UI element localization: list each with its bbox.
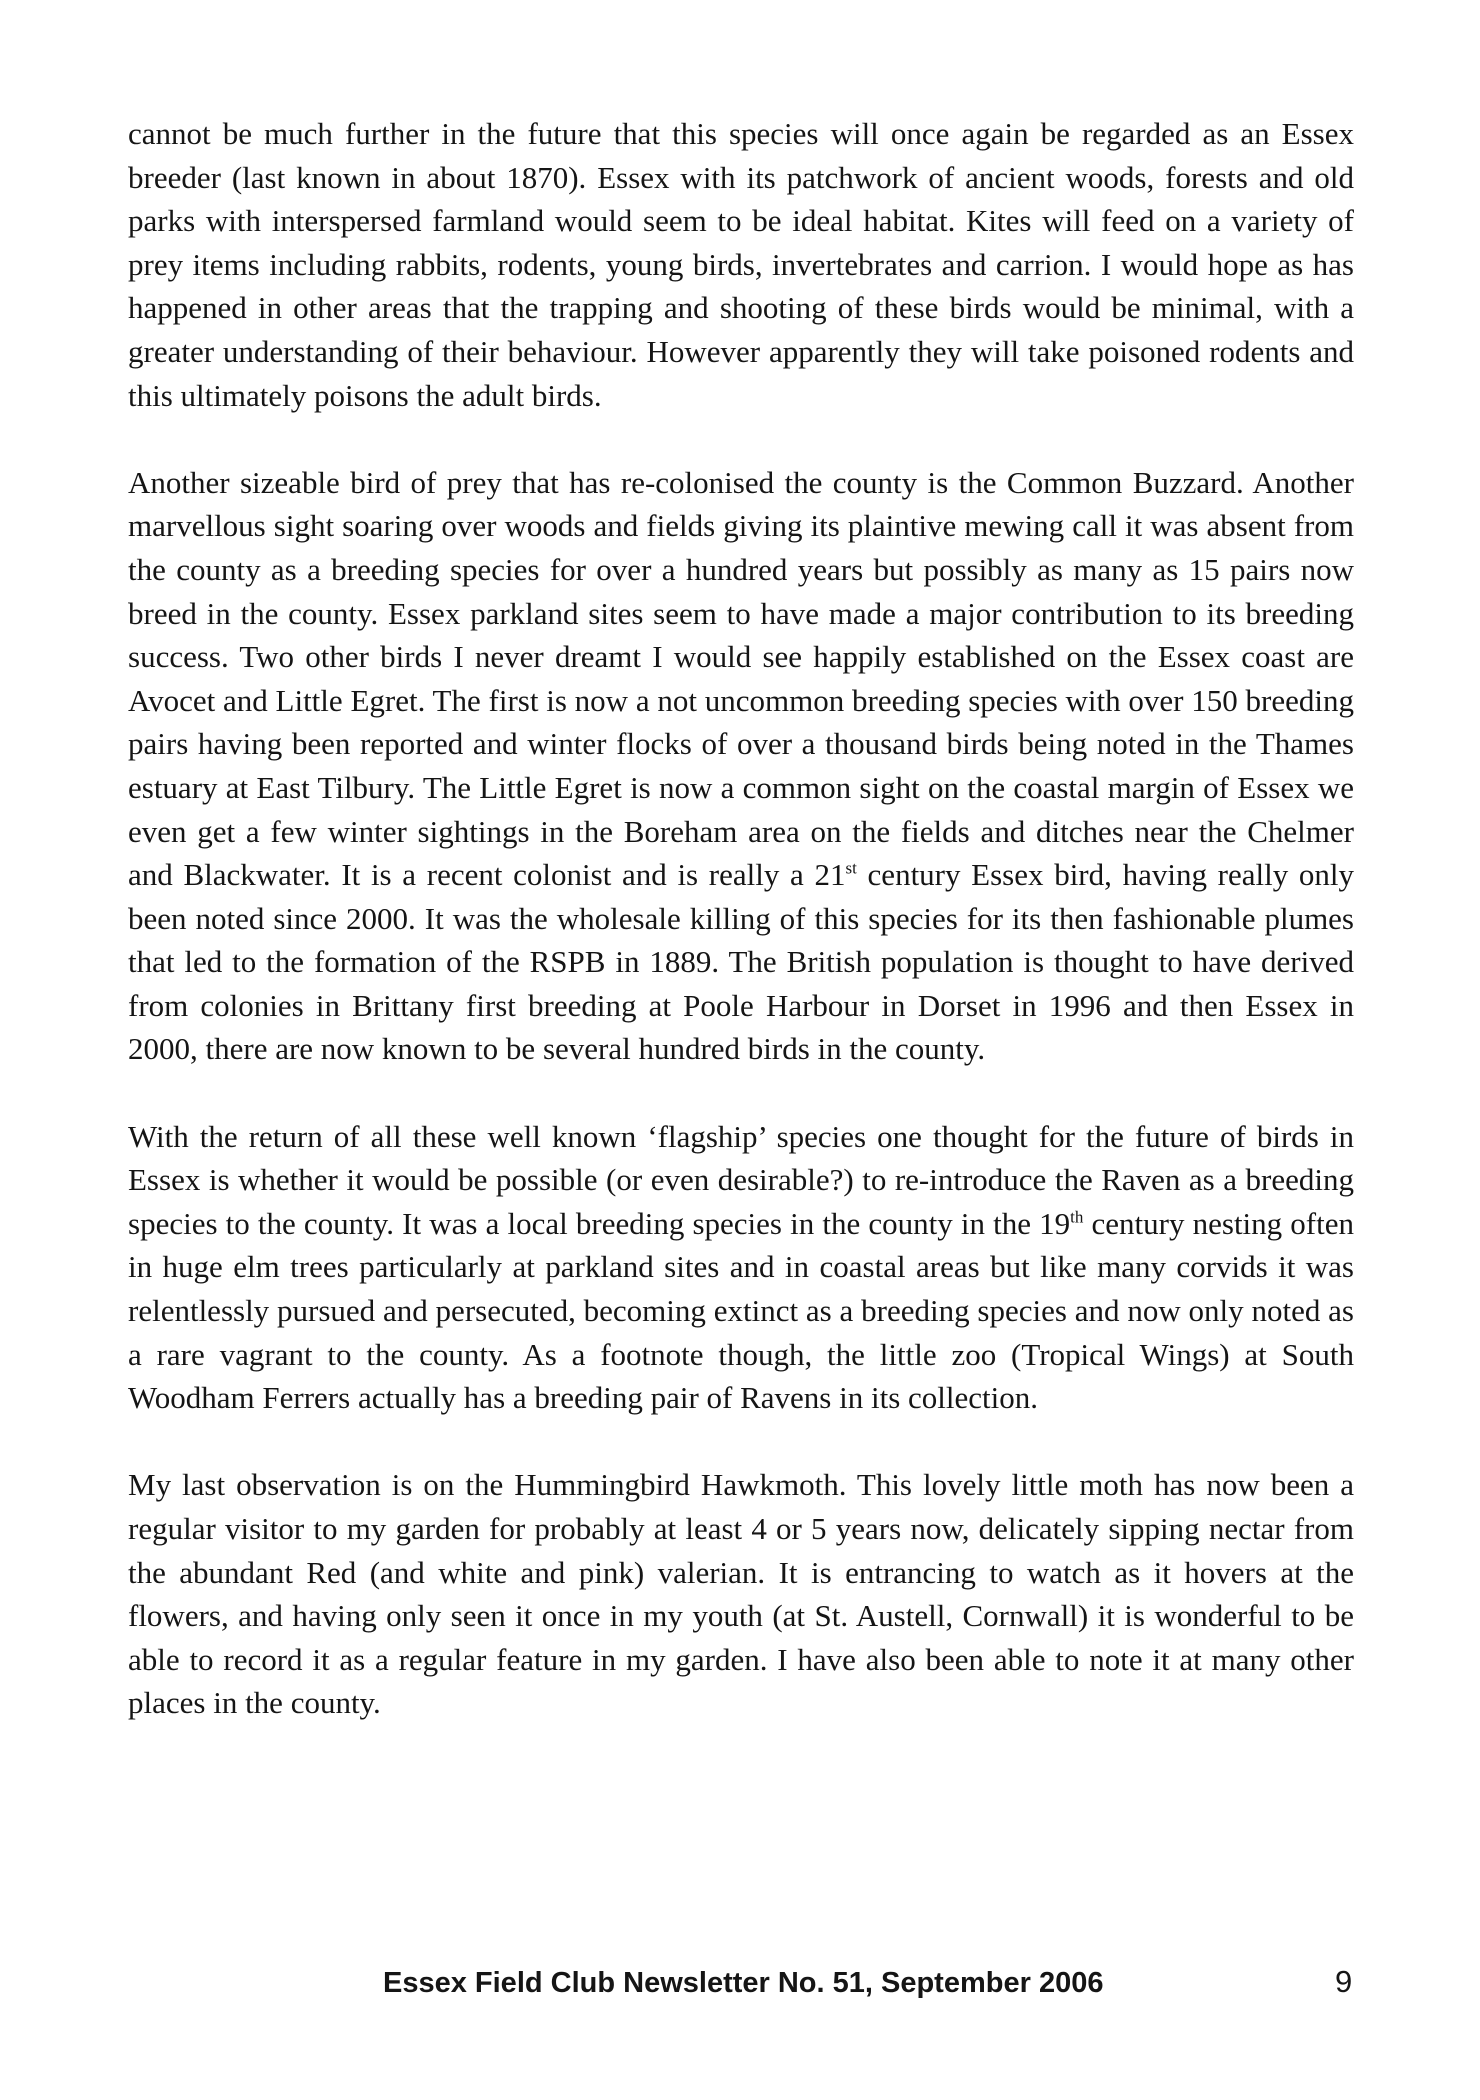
paragraph-text: My last observation is on the Hummingbird Hawkmoth. This lovely little moth has now been a regular visitor to my garden for probably at least 4 or 5 years now, delicately sipping nectar from the abundant Red (and white and pink) valerian. It is entrancing to watch as it hovers at the flowers, and having only seen it once in my youth (at St. Austell, Cornwall) it is wonderful to be able to record it as a regular feature in my garden. I have also been able to note it at many other places in the county. (128, 1467, 1354, 1721)
paragraph-text: cannot be much further in the future that this species will once again be regarded as an Essex breeder (last known in about 1870). Essex with its patchwork of ancient woods, forests and old parks with interspersed farmland would seem to be ideal habitat. Kites will feed on a variety of prey items including rabbits, rodents, young birds, invertebrates and carrion. I would hope as has happened in other areas that the trapping and shooting of these birds would be minimal, with a greater understanding of their behaviour. However apparently they will take poisoned rodents and this ultimately poisons the adult birds. (128, 116, 1354, 413)
paragraph-text-start: Another sizeable bird of prey that has re-colonised the county is the Common Buzzard. Another marvellous sight soaring over woods and fields giving its plaintive mewing call it was absent from the county as a breeding species for over a hundred years but possibly as many as 15 pairs now breed in the county. Essex parkland sites seem to have made a major contribution to its breeding success. Two other birds I never dreamt I would see happily established on the Essex coast are Avocet and Little Egret. The first is now a not uncommon breeding species with over 150 breeding pairs having been reported and winter flocks of over a thousand birds being noted in the Thames estuary at East Tilbury. The Little Egret is now a common sight on the coastal margin of Essex we even get a few winter sightings in the Boreham area on the fields and ditches near the Chelmer and Blackwater. It is a recent colonist and is really a 21 (128, 464, 1354, 893)
paragraph-text-end: century nesting often in huge elm trees particularly at parkland sites and in coastal areas but like many corvids it was relentlessly pursued and persecuted, becoming extinct as a breeding species and now only noted as a rare vagrant to the county. As a footnote though, the little zoo (Tropical Wings) at South Woodham Ferrers actually has a breeding pair of Ravens in its collection. (128, 1205, 1355, 1416)
paragraph-buzzard-egret (128, 461, 1354, 1071)
footer-publication-title: Essex Field Club Newsletter No. 51, September 2006 (383, 1967, 1104, 1999)
paragraph-text-end: century Essex bird, having really only been noted since 2000. It was the wholesale killing of this species for its then fashionable plumes that led to the formation of the RSPB in 1889. The British population is thought to have derived from colonies in Brittany first breeding at Poole Harbour in Dorset in 1996 and then Essex in 2000, there are now known to be several hundred birds in the county. (128, 857, 1354, 1067)
ordinal-suffix: th (1070, 1207, 1084, 1227)
page-number: 9 (1335, 1964, 1353, 1999)
paragraph-text-start: With the return of all these well known ‘flagship’ species one thought for the future of birds in Essex is whether it would be possible (or even desirable?) to re-introduce the Raven as a breeding species to the county. It was a local breeding species in the county in the 19 (128, 1118, 1354, 1241)
article-body (128, 112, 1354, 1725)
paragraph-red-kite (128, 112, 1354, 417)
paragraph-raven (128, 1115, 1354, 1420)
paragraph-hawkmoth (128, 1463, 1354, 1725)
ordinal-suffix: st (845, 858, 857, 878)
